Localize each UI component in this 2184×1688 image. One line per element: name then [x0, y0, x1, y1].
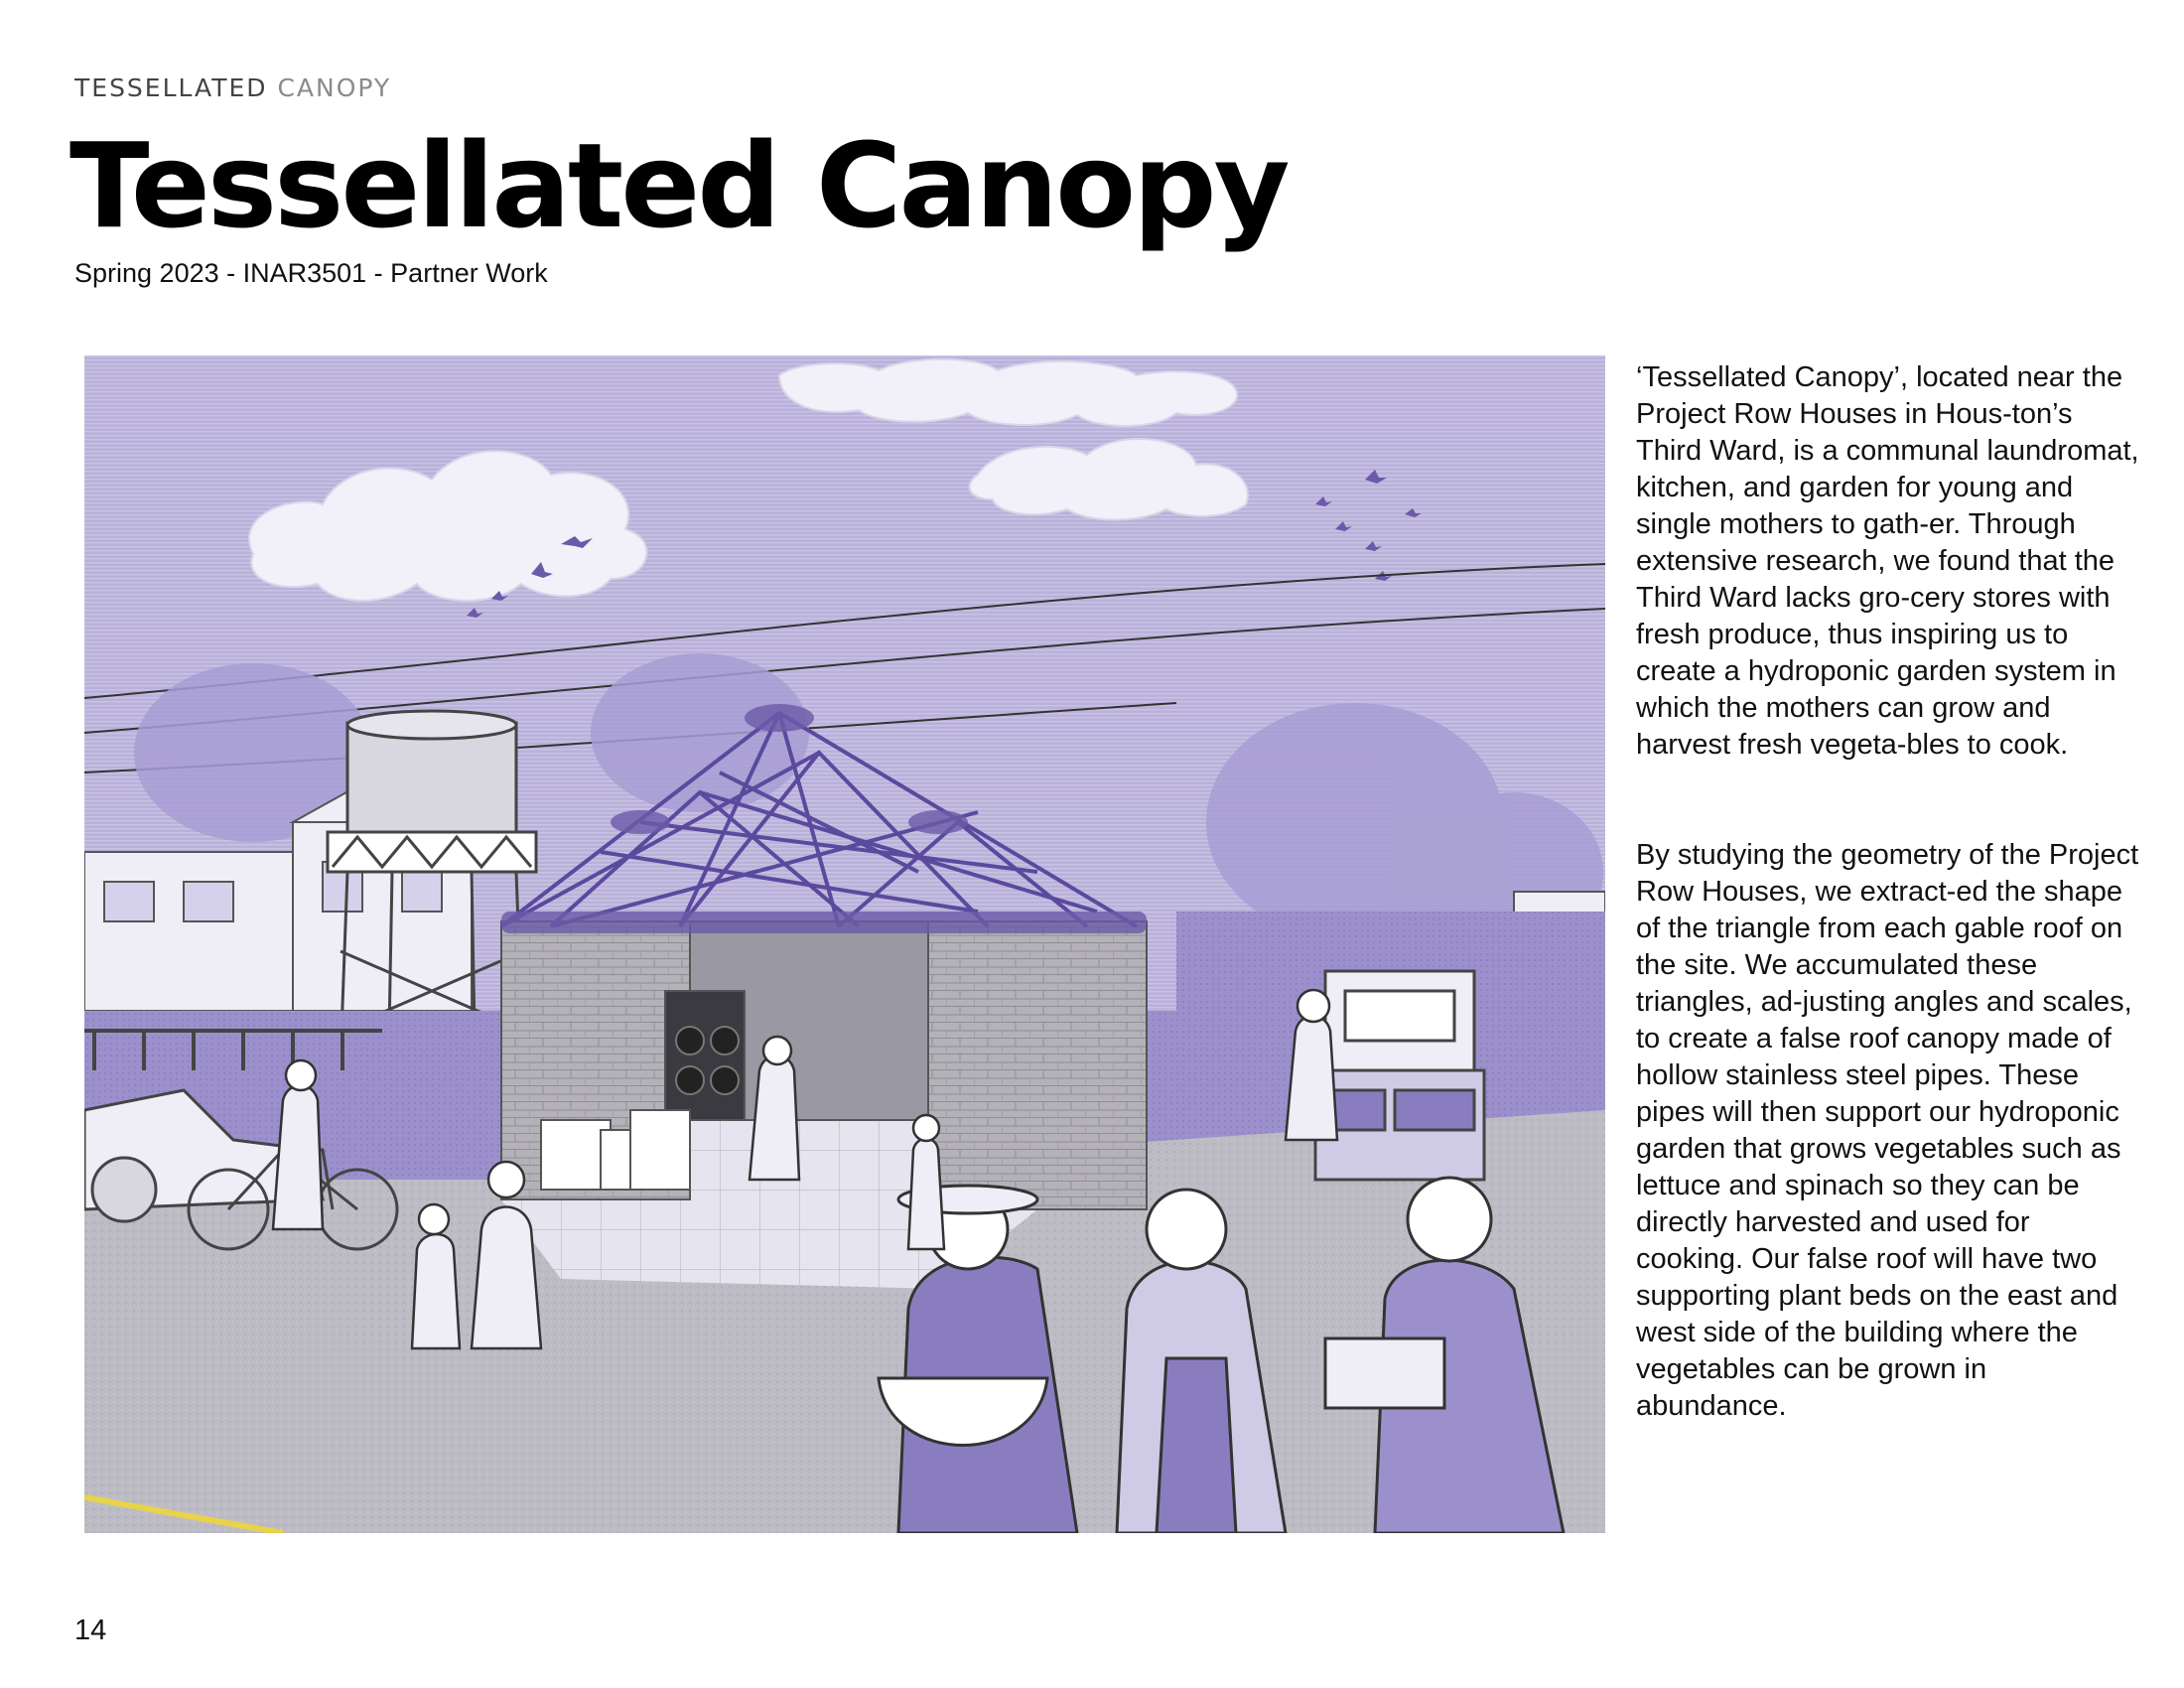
description-paragraph-2: By studying the geometry of the Project Row Houses, we extract-ed the shape of the triangle from each gable roof on the site. We accumulated these triangles, ad-justing angles and scales, to create a false roof canopy made of hollow stainless steel pipes. These pipes will then support our hydroponic garden that grows vegetables such as lettuce and spinach so they can be directly harvested and used for cooking. Our false roof will have two supporting plant beds on the east and west side of the building where the vegetables can be grown in abundance.	[1636, 839, 2139, 1422]
running-header-dim: CANOPY	[277, 73, 392, 102]
page-title: Tessellated Canopy	[69, 117, 1288, 254]
architectural-rendering	[84, 355, 1605, 1533]
project-description	[1636, 359, 2142, 1425]
description-paragraph-1: ‘Tessellated Canopy’, located near the Project Row Houses in Hous-ton’s Third Ward, is a communal laundromat, kitchen, and garden for young and single mothers to gath-er. Through extensive research, we found that the Third Ward lacks gro-cery stores with fresh produce, thus inspiring us to create a hydroponic garden system in which the mothers can grow and harvest fresh vegeta-bles to cook.	[1636, 361, 2139, 761]
running-header	[74, 73, 391, 102]
page-number: 14	[74, 1615, 107, 1646]
project-subtitle: Spring 2023 - INAR3501 - Partner Work	[74, 258, 548, 288]
running-header-strong: TESSELLATED	[74, 73, 268, 102]
